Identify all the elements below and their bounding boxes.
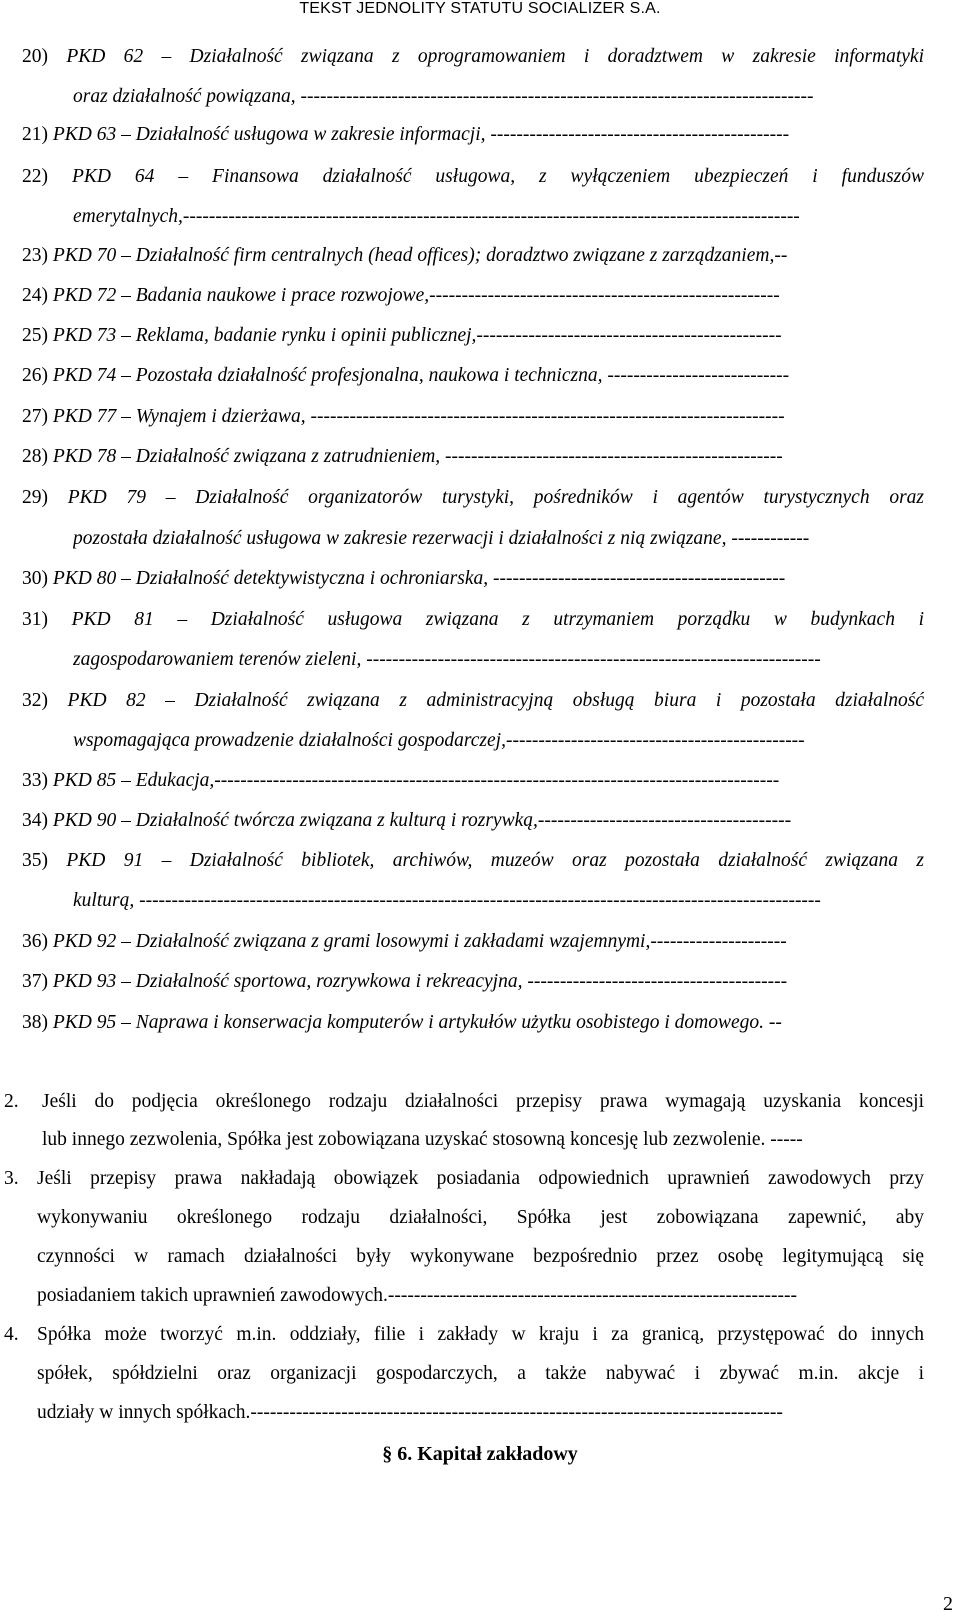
pkd-item-text: PKD 91 – Działalność bibliotek, archiwów, muzeów oraz pozostała działalność związana z — [66, 850, 924, 871]
paragraph-3-line: wykonywaniu określonego rodzaju działalności, Spółka jest zobowiązana zapewnić, aby — [37, 1207, 924, 1228]
pkd-item-text: PKD 79 – Działalność organizatorów turystyki, pośredników i agentów turystycznych oraz — [67, 487, 924, 508]
paragraph-2-line: lub innego zezwolenia, Spółka jest zobowiązana uzyskać stosowną koncesję lub zezwolenie. ----- — [42, 1129, 803, 1150]
pkd-item-number: 25) — [22, 325, 53, 346]
paragraph-4-number: 4. — [4, 1324, 19, 1345]
pkd-item-number: 23) — [22, 245, 53, 266]
pkd-item-continuation: emerytalnych,----------------------------------------------------------------------------------------------- — [73, 206, 800, 227]
pkd-item-number: 28) — [22, 446, 53, 467]
pkd-item — [22, 444, 924, 470]
pkd-item — [22, 122, 924, 148]
pkd-item-number: 22) — [22, 166, 72, 187]
pkd-item-number: 30) — [22, 568, 53, 589]
pkd-item-continuation: wspomagająca prowadzenie działalności gospodarczej,---------------------------------------------- — [73, 730, 805, 751]
page-number: 2 — [943, 1593, 953, 1615]
pkd-item-text: PKD 63 – Działalność usługowa w zakresie informacji, ---------------------------------------------- — [52, 124, 790, 145]
pkd-item-text: PKD 62 – Działalność związana z oprogramowaniem i doradztwem w zakresie informatyki — [66, 46, 924, 67]
pkd-item-number: 35) — [22, 850, 67, 871]
paragraph-4-line: Spółka może tworzyć m.in. oddziały, filie i zakłady w kraju i za granicą, przystępować do innych — [37, 1324, 924, 1345]
paragraph-2-line: Jeśli do podjęcia określonego rodzaju działalności przepisy prawa wymagają uzyskania koncesji — [42, 1091, 924, 1112]
pkd-item — [22, 969, 924, 995]
paragraph-4-line: udziały w innych spółkach.---------------------------------------------------------------------------------- — [37, 1402, 783, 1423]
pkd-item-text: PKD 70 – Działalność firm centralnych (head offices); doradztwo związane z zarządzaniem,-- — [52, 245, 788, 266]
pkd-item-continuation: kulturą, --------------------------------------------------------------------------------------------------------- — [73, 890, 821, 911]
pkd-item — [22, 485, 924, 511]
pkd-item-number: 38) — [22, 1012, 53, 1033]
pkd-item — [22, 164, 924, 190]
pkd-item-number: 33) — [22, 770, 53, 791]
pkd-item-number: 21) — [22, 124, 53, 145]
pkd-item-number: 34) — [22, 810, 53, 831]
pkd-item-text: PKD 80 – Działalność detektywistyczna i ochroniarska, --------------------------------------------- — [52, 568, 786, 589]
pkd-item — [22, 1010, 924, 1036]
pkd-item — [22, 283, 924, 309]
pkd-item-text: PKD 93 – Działalność sportowa, rozrywkowa i rekreacyjna, ---------------------------------------- — [52, 971, 788, 992]
pkd-item-number: 36) — [22, 931, 53, 952]
section-title: § 6. Kapitał zakładowy — [382, 1443, 578, 1465]
pkd-item-number: 27) — [22, 406, 53, 427]
pkd-item — [22, 688, 924, 714]
pkd-item — [22, 607, 924, 633]
pkd-item-number: 26) — [22, 365, 53, 386]
pkd-item-text: PKD 82 – Działalność związana z administracyjną obsługą biura i pozostała działalność — [67, 690, 924, 711]
paragraph-3-number: 3. — [4, 1168, 19, 1189]
pkd-item-text: PKD 74 – Pozostała działalność profesjonalna, naukowa i techniczna, ---------------------------- — [52, 365, 790, 386]
pkd-item-continuation: zagospodarowaniem terenów zieleni, ---------------------------------------------------------------------- — [73, 649, 821, 670]
pkd-item-continuation: oraz działalność powiązana, ------------------------------------------------------------------------------- — [73, 86, 814, 107]
pkd-item-continuation: pozostała działalność usługowa w zakresie rezerwacji i działalności z nią związane, ------------ — [73, 528, 810, 549]
paragraph-4-line: spółek, spółdzielni oraz organizacji gospodarczych, a także nabywać i zbywać m.in. akcje i — [37, 1363, 924, 1384]
pkd-item-text: PKD 73 – Reklama, badanie rynku i opinii publicznej,----------------------------------------------- — [52, 325, 782, 346]
pkd-item-text: PKD 85 – Edukacja,--------------------------------------------------------------------------------------- — [52, 770, 780, 791]
pkd-item-number: 29) — [22, 487, 68, 508]
pkd-item-text: PKD 92 – Działalność związana z grami losowymi i zakładami wzajemnymi,--------------------- — [52, 931, 787, 952]
pkd-item — [22, 323, 924, 349]
pkd-item-number: 20) — [22, 46, 67, 67]
paragraph-2-number: 2. — [4, 1091, 19, 1112]
pkd-item-text: PKD 78 – Działalność związana z zatrudnieniem, ---------------------------------------------------- — [52, 446, 783, 467]
pkd-item-number: 24) — [22, 285, 53, 306]
pkd-item — [22, 404, 924, 430]
pkd-item — [22, 363, 924, 389]
pkd-item-text: PKD 81 – Działalność usługowa związana z utrzymaniem porządku w budynkach i — [71, 609, 924, 630]
pkd-item — [22, 566, 924, 592]
paragraph-3-line: Jeśli przepisy prawa nakładają obowiązek posiadania odpowiednich uprawnień zawodowych przy — [37, 1168, 924, 1189]
pkd-item-text: PKD 77 – Wynajem i dzierżawa, ------------------------------------------------------------------------- — [52, 406, 785, 427]
paragraph-3-line: posiadaniem takich uprawnień zawodowych.--------------------------------------------------------------- — [37, 1285, 797, 1306]
paragraph-3-line: czynności w ramach działalności były wykonywane bezpośrednio przez osobę legitymującą się — [37, 1246, 924, 1267]
pkd-item — [22, 243, 924, 269]
pkd-item-text: PKD 64 – Finansowa działalność usługowa, z wyłączeniem ubezpieczeń i funduszów — [71, 166, 924, 187]
pkd-item-text: PKD 90 – Działalność twórcza związana z kulturą i rozrywką,--------------------------------------- — [52, 810, 792, 831]
pkd-item-number: 32) — [22, 690, 68, 711]
pkd-item-number: 37) — [22, 971, 53, 992]
pkd-item — [22, 848, 924, 874]
pkd-item-number: 31) — [22, 609, 72, 630]
pkd-item — [22, 929, 924, 955]
pkd-item — [22, 808, 924, 834]
pkd-item-text: PKD 72 – Badania naukowe i prace rozwojowe,------------------------------------------------------ — [52, 285, 780, 306]
document-header: TEKST JEDNOLITY STATUTU SOCIALIZER S.A. — [299, 0, 661, 17]
pkd-item — [22, 768, 924, 794]
pkd-item-text: PKD 95 – Naprawa i konserwacja komputerów i artykułów użytku osobistego i domowego. -- — [52, 1012, 782, 1033]
pkd-item — [22, 44, 924, 70]
